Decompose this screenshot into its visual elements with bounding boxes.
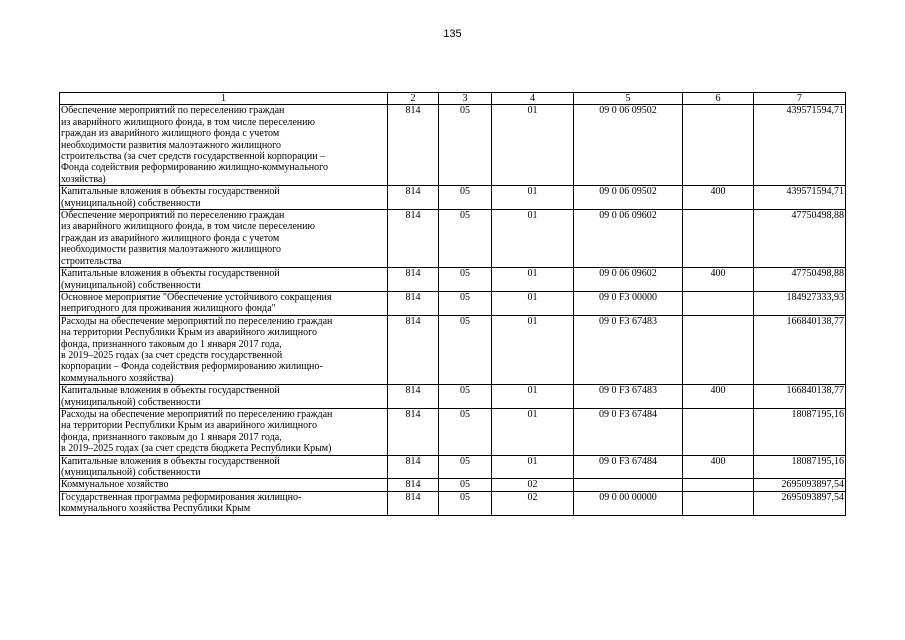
row-grbs-code: 814 xyxy=(388,315,439,384)
row-target-article: 09 0 F3 67484 xyxy=(574,408,683,455)
header-col-6: 6 xyxy=(683,93,754,105)
row-section-code: 05 xyxy=(439,268,492,292)
row-name: Расходы на обеспечение мероприятий по переселению граждан на территории Республики Крым из аварийного жилищного фонда, признанного таковым до 1 января 2017 года, в 2019–2025 годах (за счет средств государственной корпорации – Фонда содействия реформированию жилищно- коммунального хозяйства) xyxy=(60,315,388,384)
row-expense-type xyxy=(683,491,754,515)
row-subsection-code: 02 xyxy=(492,479,574,491)
row-subsection-code: 01 xyxy=(492,105,574,186)
header-col-5: 5 xyxy=(574,93,683,105)
header-col-7: 7 xyxy=(754,93,846,105)
row-section-code: 05 xyxy=(439,479,492,491)
row-section-code: 05 xyxy=(439,291,492,315)
row-section-code: 05 xyxy=(439,315,492,384)
page-number: 135 xyxy=(443,28,462,40)
table-row xyxy=(60,385,846,409)
row-name: Капитальные вложения в объекты государственной (муниципальной) собственности xyxy=(60,186,388,210)
row-subsection-code: 01 xyxy=(492,455,574,479)
row-section-code: 05 xyxy=(439,210,492,268)
row-name: Коммунальное хозяйство xyxy=(60,479,388,491)
row-name: Обеспечение мероприятий по переселению граждан из аварийного жилищного фонда, в том числе переселению граждан из аварийного жилищного фонда с учетом необходимости развития малоэтажного жилищного строительства xyxy=(60,210,388,268)
row-expense-type xyxy=(683,315,754,384)
row-amount: 166840138,77 xyxy=(754,385,846,409)
row-section-code: 05 xyxy=(439,186,492,210)
row-name: Основное мероприятие "Обеспечение устойчивого сокращения непригодного для проживания жилищного фонда" xyxy=(60,291,388,315)
row-amount: 18087195,16 xyxy=(754,408,846,455)
table-row xyxy=(60,408,846,455)
row-target-article: 09 0 06 09502 xyxy=(574,186,683,210)
row-name: Государственная программа реформирования жилищно- коммунального хозяйства Республики Крым xyxy=(60,491,388,515)
row-grbs-code: 814 xyxy=(388,105,439,186)
row-name: Капитальные вложения в объекты государственной (муниципальной) собственности xyxy=(60,455,388,479)
row-amount: 184927333,93 xyxy=(754,291,846,315)
row-grbs-code: 814 xyxy=(388,186,439,210)
table-row xyxy=(60,479,846,491)
row-target-article: 09 0 F3 67483 xyxy=(574,315,683,384)
row-subsection-code: 01 xyxy=(492,268,574,292)
row-section-code: 05 xyxy=(439,105,492,186)
row-expense-type xyxy=(683,210,754,268)
row-subsection-code: 01 xyxy=(492,385,574,409)
row-expense-type: 400 xyxy=(683,186,754,210)
row-expense-type xyxy=(683,408,754,455)
table-row xyxy=(60,315,846,384)
header-col-4: 4 xyxy=(492,93,574,105)
row-expense-type xyxy=(683,105,754,186)
row-grbs-code: 814 xyxy=(388,210,439,268)
row-grbs-code: 814 xyxy=(388,455,439,479)
table-row xyxy=(60,455,846,479)
table-row xyxy=(60,268,846,292)
row-subsection-code: 01 xyxy=(492,291,574,315)
row-target-article: 09 0 F3 67484 xyxy=(574,455,683,479)
row-subsection-code: 01 xyxy=(492,210,574,268)
table-row xyxy=(60,491,846,515)
table-row xyxy=(60,210,846,268)
row-target-article xyxy=(574,479,683,491)
header-row xyxy=(60,93,846,105)
row-expense-type: 400 xyxy=(683,455,754,479)
row-name: Расходы на обеспечение мероприятий по переселению граждан на территории Республики Крым из аварийного жилищного фонда, признанного таковым до 1 января 2017 года, в 2019–2025 годах (за счет средств бюджета Республики Крым) xyxy=(60,408,388,455)
table-row xyxy=(60,291,846,315)
row-subsection-code: 01 xyxy=(492,408,574,455)
row-amount: 2695093897,54 xyxy=(754,479,846,491)
row-amount: 166840138,77 xyxy=(754,315,846,384)
row-expense-type: 400 xyxy=(683,385,754,409)
row-amount: 47750498,88 xyxy=(754,268,846,292)
row-name: Капитальные вложения в объекты государственной (муниципальной) собственности xyxy=(60,268,388,292)
row-grbs-code: 814 xyxy=(388,385,439,409)
row-grbs-code: 814 xyxy=(388,291,439,315)
header-col-2: 2 xyxy=(388,93,439,105)
row-subsection-code: 01 xyxy=(492,315,574,384)
row-name: Обеспечение мероприятий по переселению граждан из аварийного жилищного фонда, в том числе переселению граждан из аварийного жилищного фонда с учетом необходимости развития малоэтажного жилищного строительства (за счет средств государственной корпорации – Фонда содействия реформированию жилищно-коммунального хозяйства) xyxy=(60,105,388,186)
row-grbs-code: 814 xyxy=(388,268,439,292)
row-section-code: 05 xyxy=(439,408,492,455)
row-amount: 18087195,16 xyxy=(754,455,846,479)
row-target-article: 09 0 F3 00000 xyxy=(574,291,683,315)
row-name: Капитальные вложения в объекты государственной (муниципальной) собственности xyxy=(60,385,388,409)
header-col-1: 1 xyxy=(60,93,388,105)
row-amount: 47750498,88 xyxy=(754,210,846,268)
table-row xyxy=(60,105,846,186)
row-amount: 439571594,71 xyxy=(754,186,846,210)
header-col-3: 3 xyxy=(439,93,492,105)
row-grbs-code: 814 xyxy=(388,479,439,491)
row-section-code: 05 xyxy=(439,455,492,479)
table-row xyxy=(60,186,846,210)
row-grbs-code: 814 xyxy=(388,491,439,515)
row-target-article: 09 0 06 09502 xyxy=(574,105,683,186)
row-expense-type: 400 xyxy=(683,268,754,292)
row-expense-type xyxy=(683,291,754,315)
row-target-article: 09 0 00 00000 xyxy=(574,491,683,515)
row-target-article: 09 0 06 09602 xyxy=(574,268,683,292)
row-section-code: 05 xyxy=(439,385,492,409)
row-section-code: 05 xyxy=(439,491,492,515)
row-target-article: 09 0 F3 67483 xyxy=(574,385,683,409)
row-grbs-code: 814 xyxy=(388,408,439,455)
row-amount: 439571594,71 xyxy=(754,105,846,186)
budget-table xyxy=(59,92,846,516)
row-target-article: 09 0 06 09602 xyxy=(574,210,683,268)
row-subsection-code: 01 xyxy=(492,186,574,210)
row-subsection-code: 02 xyxy=(492,491,574,515)
row-amount: 2695093897,54 xyxy=(754,491,846,515)
row-expense-type xyxy=(683,479,754,491)
table-body xyxy=(60,105,846,515)
